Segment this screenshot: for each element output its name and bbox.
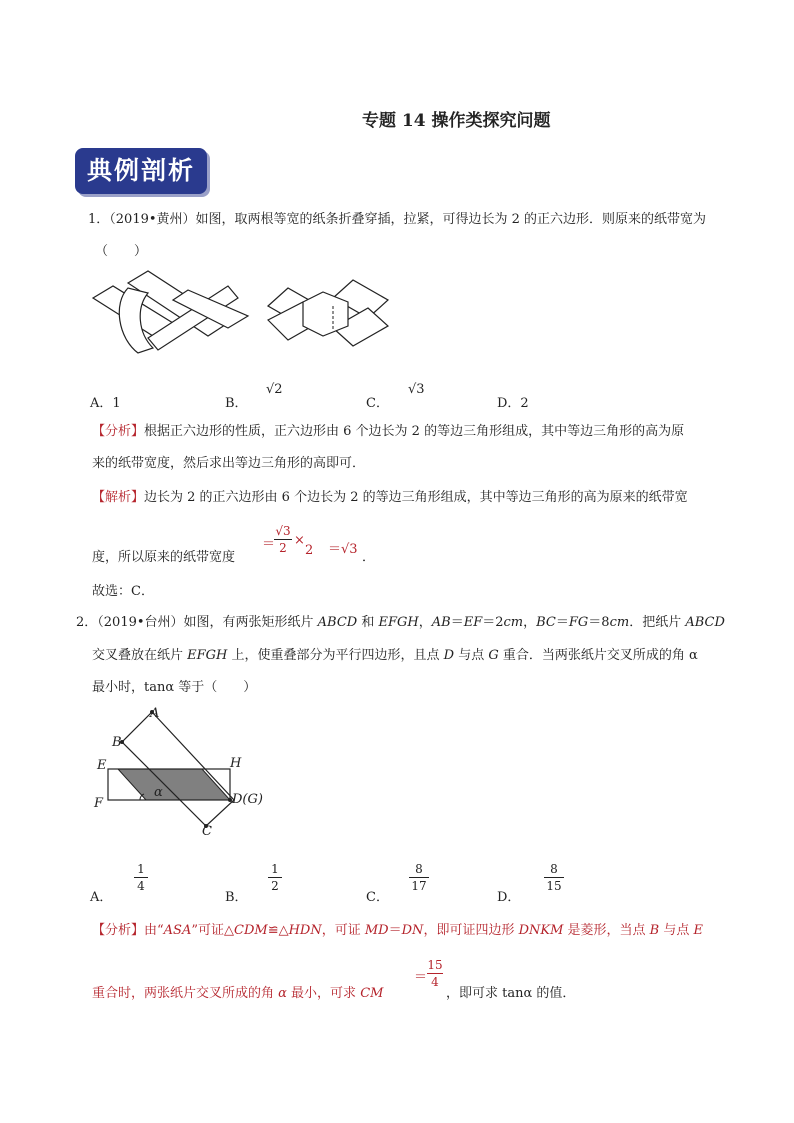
q1-eq-times: ×: [294, 533, 305, 548]
text: ＝2: [482, 615, 504, 630]
numerator: 15: [427, 958, 443, 972]
q2-label-dg: D(G): [232, 792, 263, 807]
text: D: [443, 648, 455, 663]
q1-figure-woven-strips: [88, 268, 408, 358]
q2-stem-line2: [92, 644, 698, 663]
q2-option-b-fraction: [268, 862, 282, 893]
text: DN: [401, 923, 424, 938]
q1-solution-text1: 边长为 2 的正六边形由 6 个边长为 2 的等边三角形组成，其中等边三角形的高为原来的纸带宽: [144, 490, 688, 505]
numerator: 1: [271, 862, 279, 876]
numerator: 8: [550, 862, 558, 876]
text: 重合．当两张纸片交叉所成的角 α: [498, 648, 698, 663]
q1-stem-line2: （ ）: [95, 244, 148, 259]
q1-analysis-text1: 根据正六边形的性质，正六边形由 6 个边长为 2 的等边三角形组成，其中等边三角形的高为原: [144, 424, 685, 439]
q2-analysis-tag: 【分析】: [92, 923, 145, 938]
q2-stem-line1: [76, 611, 725, 630]
page-title: 专题 14 操作类探究问题: [362, 111, 551, 131]
fraction-bar: [274, 539, 292, 540]
q1-option-b-value: √2: [266, 382, 283, 397]
q1-analysis-tag: 【分析】: [92, 424, 145, 439]
q1-eq-result: ＝√3: [328, 542, 358, 557]
q2-figure-crossed-rectangles: [88, 704, 278, 844]
text: AB: [431, 615, 451, 630]
q2-option-d-fraction: [544, 862, 564, 893]
numerator: 1: [137, 862, 145, 876]
text: EF: [463, 615, 483, 630]
text: 与点: [454, 648, 489, 663]
q2-label-f: F: [94, 796, 104, 811]
text: ＝: [555, 615, 569, 630]
denominator: 17: [411, 879, 427, 893]
text: 和: [357, 615, 379, 630]
q1-eq-fraction: [274, 524, 292, 555]
text: ABCD: [317, 615, 358, 630]
q1-analysis-line2: 来的纸带宽度，然后求出等边三角形的高即可．: [92, 456, 366, 471]
q1-eq-sign1: ＝: [262, 537, 276, 552]
q2-option-c-fraction: [409, 862, 429, 893]
q1-option-d: D．2: [497, 396, 529, 411]
q2-label-b: B: [112, 735, 122, 750]
text: 2．（2019•台州）如图，有两张矩形纸片: [76, 615, 318, 630]
text: ABCD: [685, 615, 725, 630]
text: MD: [364, 923, 389, 938]
q1-stem-line1: 1．（2019•黄州）如图，取两根等宽的纸条折叠穿插，拉紧，可得边长为 2 的正六边形．则原来的纸带宽为: [88, 212, 707, 227]
q2-label-a: A: [150, 706, 160, 721]
text: ASA: [163, 923, 192, 938]
text: 由“: [144, 923, 164, 938]
fraction-bar: [409, 877, 429, 878]
q1-eq-denominator: 2: [279, 541, 287, 555]
text: CM: [360, 986, 384, 1001]
text: ，: [523, 615, 537, 630]
q2-option-c-letter: C．: [366, 890, 389, 905]
q2-label-alpha: α: [154, 785, 163, 800]
numerator: 8: [415, 862, 423, 876]
denominator: 4: [137, 879, 145, 893]
q2-option-a-letter: A．: [90, 890, 113, 905]
text: ”可证△: [191, 923, 235, 938]
text: EFGH: [378, 615, 419, 630]
q2-option-b-letter: B．: [225, 890, 248, 905]
fraction-bar: [134, 877, 148, 878]
text: ，即可证四边形: [423, 923, 519, 938]
q1-option-c-letter: C．: [366, 396, 389, 411]
q1-option-b-letter: B．: [225, 396, 248, 411]
text: FG: [568, 615, 589, 630]
q1-option-a: A．1: [90, 396, 121, 411]
text: 上，使重叠部分为平行四边形，且点: [227, 648, 444, 663]
text: 重合时，两张纸片交叉所成的角: [92, 986, 279, 1001]
q2-label-e: E: [97, 758, 107, 773]
q2-option-a-fraction: [134, 862, 148, 893]
text: ＝: [388, 923, 402, 938]
denominator: 2: [271, 879, 279, 893]
text: G: [488, 648, 499, 663]
text: HDN: [288, 923, 322, 938]
q1-solution-tag: 【解析】: [92, 490, 145, 505]
text: BC: [536, 615, 556, 630]
text: α: [278, 986, 287, 1001]
q2-analysis-line2: [92, 982, 383, 1001]
text: ≌△: [267, 923, 289, 938]
text: B: [649, 923, 660, 938]
q1-analysis-line1: [92, 420, 684, 439]
text: CDM: [234, 923, 268, 938]
q1-solution-line1: [92, 486, 688, 505]
q2-analysis-end: ，即可求 tanα 的值．: [446, 986, 576, 1001]
fraction-bar: [544, 877, 564, 878]
q1-eq-period: ．: [362, 550, 376, 565]
q1-eq-numerator: √3: [275, 524, 291, 538]
text: 最小，可求: [286, 986, 361, 1001]
text: ，可证: [321, 923, 365, 938]
text: 与点: [659, 923, 694, 938]
q2-option-d-letter: D．: [497, 890, 521, 905]
text: DNKM: [518, 923, 564, 938]
text: 是菱形，当点: [563, 923, 650, 938]
q1-eq-two: 2: [305, 543, 314, 558]
text: E: [693, 923, 703, 938]
text: 交叉叠放在纸片: [92, 648, 188, 663]
q1-option-c-value: √3: [408, 382, 425, 397]
fraction-bar: [427, 973, 443, 974]
q1-answer: 故选：C．: [92, 584, 154, 599]
fraction-bar: [268, 877, 282, 878]
text: cm: [503, 615, 524, 630]
text: ，: [418, 615, 432, 630]
q2-stem-line3: 最小时，tanα 等于（ ）: [92, 680, 257, 695]
text: ．把纸片: [629, 615, 686, 630]
q2-analysis-eq: ＝: [414, 970, 428, 985]
q2-label-c: C: [202, 824, 212, 839]
text: cm: [609, 615, 630, 630]
text: ＝: [450, 615, 464, 630]
q1-solution-line2: 度，所以原来的纸带宽度: [92, 550, 236, 565]
q2-analysis-line1: [92, 919, 703, 938]
section-badge: [75, 148, 207, 194]
text: EFGH: [187, 648, 228, 663]
text: ＝8: [588, 615, 610, 630]
q2-label-h: H: [230, 756, 242, 771]
denominator: 4: [431, 975, 439, 989]
denominator: 15: [546, 879, 562, 893]
q2-analysis-fraction: [427, 958, 443, 989]
section-badge-label: 典例剖析: [86, 156, 195, 185]
